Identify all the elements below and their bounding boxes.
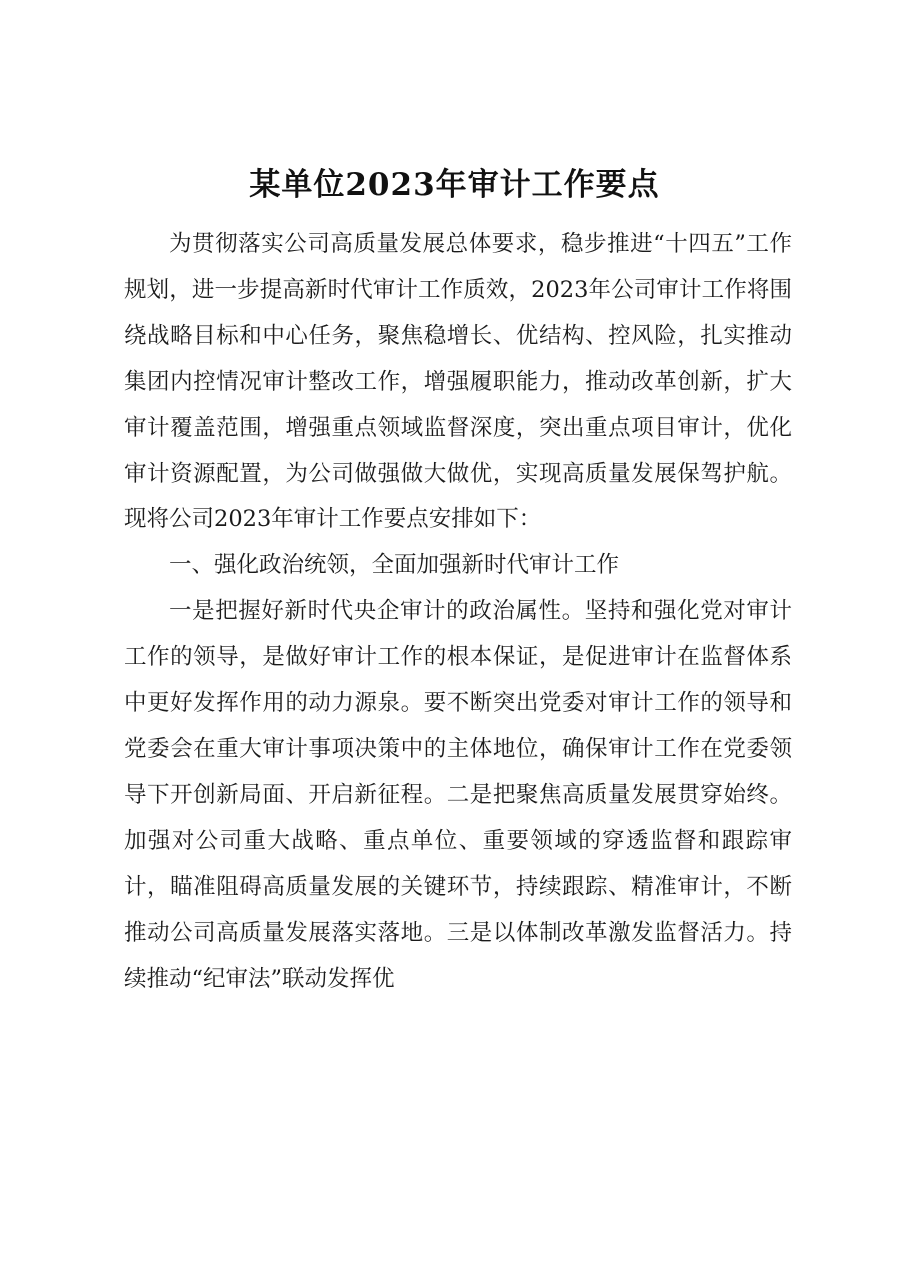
document-body bbox=[124, 222, 792, 1002]
section-heading: 一、强化政治统领，全面加强新时代审计工作 bbox=[169, 552, 620, 579]
intro-paragraph: 为贯彻落实公司高质量发展总体要求，稳步推进“十四五”工作规划，进一步提高新时代审计工作质效，2023年公司审计工作将围绕战略目标和中心任务，聚焦稳增长、优结构、控风险，扎实推动集团内控情况审计整改工作，增强履职能力，推动改革创新，扩大审计覆盖范围，增强重点领域监督深度，突出重点项目审计，优化审计资源配置，为公司做强做大做优，实现高质量发展保驾护航。现将公司2023年审计工作要点安排如下： bbox=[124, 231, 792, 533]
body-paragraph: 一是把握好新时代央企审计的政治属性。坚持和强化党对审计工作的领导，是做好审计工作的根本保证，是促进审计在监督体系中更好发挥作用的动力源泉。要不断突出党委对审计工作的领导和党委会在重大审计事项决策中的主体地位，确保审计工作在党委领导下开创新局面、开启新征程。二是把聚焦高质量发展贯穿始终。加强对公司重大战略、重点单位、重要领域的穿透监督和跟踪审计，瞄准阻碍高质量发展的关键环节，持续跟踪、精准审计，不断推动公司高质量发展落实落地。三是以体制改革激发监督活力。持续推动“纪审法”联动发挥优 bbox=[124, 598, 792, 992]
document-title: 某单位2023年审计工作要点 bbox=[249, 167, 660, 203]
